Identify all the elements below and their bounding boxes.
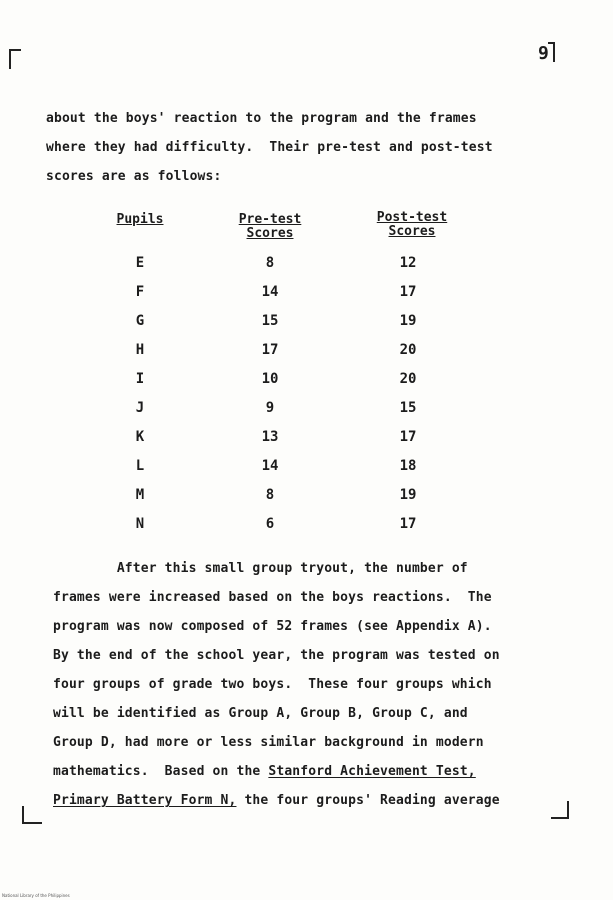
cell-post-score: 19 xyxy=(399,487,417,503)
header-pre-test-line1: Pre-test xyxy=(238,212,302,227)
cell-pupil: L xyxy=(135,458,145,474)
cell-pre-score: 17 xyxy=(261,342,279,358)
cell-pre-score: 13 xyxy=(261,429,279,445)
cell-pupil: K xyxy=(135,429,145,445)
battery-form-underlined: Primary Battery Form N, xyxy=(53,793,237,808)
header-pupils: Pupils xyxy=(116,212,164,227)
table-row xyxy=(0,284,613,304)
cell-pupil: J xyxy=(135,400,145,416)
crop-mark-bottom-right xyxy=(551,801,569,819)
cell-pupil: N xyxy=(135,516,145,532)
text-line: scores are as follows: xyxy=(46,169,222,184)
table-row xyxy=(0,313,613,333)
cell-pre-score: 14 xyxy=(261,284,279,300)
text-line xyxy=(53,786,500,815)
cell-post-score: 20 xyxy=(399,371,417,387)
cell-pre-score: 8 xyxy=(265,255,275,271)
table-row xyxy=(0,342,613,362)
header-post-test-line2: Scores xyxy=(388,224,436,239)
table-row xyxy=(0,487,613,507)
cell-post-score: 19 xyxy=(399,313,417,329)
header-post-test xyxy=(362,211,462,239)
cell-pre-score: 8 xyxy=(265,487,275,503)
header-pre-test-line2: Scores xyxy=(246,226,294,241)
page-number: 9 xyxy=(538,43,549,64)
table-row xyxy=(0,371,613,391)
paragraph-tryout xyxy=(53,554,500,815)
cell-post-score: 17 xyxy=(399,429,417,445)
text-line xyxy=(53,757,500,786)
cell-pre-score: 15 xyxy=(261,313,279,329)
text-line: four groups of grade two boys. These four groups which xyxy=(53,677,492,692)
crop-mark-top-right xyxy=(548,42,555,62)
paragraph-intro xyxy=(46,104,493,191)
table-row xyxy=(0,516,613,536)
crop-mark-top-left xyxy=(9,49,21,69)
cell-post-score: 17 xyxy=(399,284,417,300)
cell-post-score: 17 xyxy=(399,516,417,532)
cell-pre-score: 6 xyxy=(265,516,275,532)
cell-pupil: I xyxy=(135,371,145,387)
header-pre-test xyxy=(225,213,315,241)
cell-post-score: 20 xyxy=(399,342,417,358)
cell-pupil: M xyxy=(135,487,145,503)
cell-post-score: 15 xyxy=(399,400,417,416)
test-title-underlined: Stanford Achievement Test, xyxy=(268,764,476,779)
text-span: the four groups' Reading average xyxy=(236,793,500,808)
table-row xyxy=(0,255,613,275)
cell-pre-score: 9 xyxy=(265,400,275,416)
table-row xyxy=(0,429,613,449)
archive-stamp: National Library of the Philippines xyxy=(2,893,70,898)
text-line: By the end of the school year, the program was tested on xyxy=(53,648,500,663)
cell-pre-score: 10 xyxy=(261,371,279,387)
text-span: mathematics. Based on the xyxy=(53,764,269,779)
cell-pupil: E xyxy=(135,255,145,271)
cell-pre-score: 14 xyxy=(261,458,279,474)
cell-post-score: 18 xyxy=(399,458,417,474)
cell-pupil: F xyxy=(135,284,145,300)
cell-pupil: H xyxy=(135,342,145,358)
text-line: After this small group tryout, the number of xyxy=(53,561,468,576)
text-line: program was now composed of 52 frames (see Appendix A). xyxy=(53,619,492,634)
cell-post-score: 12 xyxy=(399,255,417,271)
header-post-test-line1: Post-test xyxy=(376,210,448,225)
cell-pupil: G xyxy=(135,313,145,329)
text-line: frames were increased based on the boys reactions. The xyxy=(53,590,492,605)
table-row xyxy=(0,458,613,478)
table-row xyxy=(0,400,613,420)
text-line: Group D, had more or less similar background in modern xyxy=(53,735,484,750)
text-line: will be identified as Group A, Group B, Group C, and xyxy=(53,706,468,721)
crop-mark-bottom-left xyxy=(22,806,42,824)
text-line: about the boys' reaction to the program and the frames xyxy=(46,111,477,126)
text-line: where they had difficulty. Their pre-test and post-test xyxy=(46,140,493,155)
